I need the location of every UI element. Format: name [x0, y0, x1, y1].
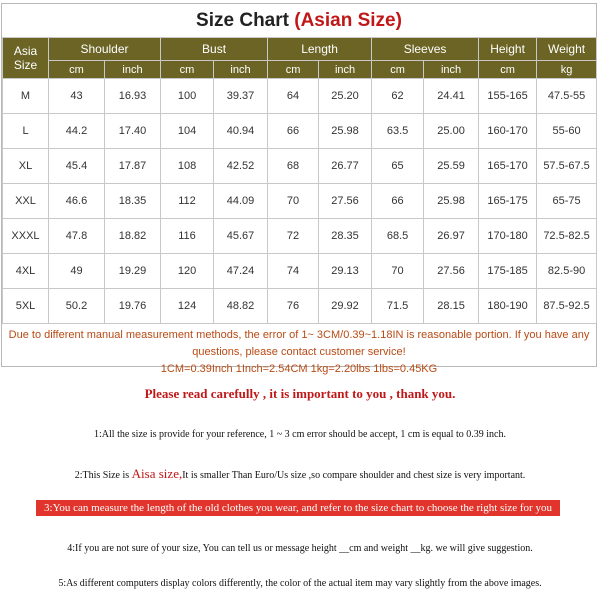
instruction-4: 4:If you are not sure of your size, You can tell us or message height __cm and weight __kg. we will give suggestion. [67, 543, 533, 554]
measurement-cell: 65-75 [537, 184, 597, 219]
measurement-cell: 63.5 [372, 114, 424, 149]
measurement-cell: 104 [161, 114, 214, 149]
measurement-cell: 26.97 [424, 219, 479, 254]
measurement-cell: 66 [268, 114, 319, 149]
measurement-cell: 165-175 [479, 184, 537, 219]
measurement-cell: 25.98 [319, 114, 372, 149]
header-bust: Bust [161, 38, 268, 61]
unit-cell: inch [424, 61, 479, 79]
measurement-cell: 45.4 [49, 149, 105, 184]
measurement-note [2, 324, 596, 378]
measurement-cell: 29.13 [319, 254, 372, 289]
measurement-cell: 68.5 [372, 219, 424, 254]
measurement-cell: 18.82 [105, 219, 161, 254]
measurement-cell: 28.15 [424, 289, 479, 324]
size-table [2, 37, 597, 324]
instruction-2-suffix: It is smaller Than Euro/Us size ,so compare shoulder and chest size is very important. [182, 470, 526, 481]
measurement-cell: 47.8 [49, 219, 105, 254]
unit-cell: cm [268, 61, 319, 79]
measurement-cell: 100 [161, 79, 214, 114]
unit-cell: cm [372, 61, 424, 79]
measurement-cell: 175-185 [479, 254, 537, 289]
unit-cell: kg [537, 61, 597, 79]
instruction-5: 5:As different computers display colors differently, the color of the actual item may vary slightly from the above images. [58, 578, 542, 589]
measurement-cell: 112 [161, 184, 214, 219]
measurement-cell: 76 [268, 289, 319, 324]
measurement-cell: 47.24 [214, 254, 268, 289]
measurement-cell: 66 [372, 184, 424, 219]
measurement-cell: 45.67 [214, 219, 268, 254]
measurement-cell: 42.52 [214, 149, 268, 184]
size-chart [1, 3, 597, 375]
unit-cell: cm [49, 61, 105, 79]
table-row [3, 289, 597, 324]
measurement-cell: 50.2 [49, 289, 105, 324]
measurement-cell: 44.09 [214, 184, 268, 219]
measurement-cell: 46.6 [49, 184, 105, 219]
instruction-2 [0, 466, 600, 482]
instruction-1: 1:All the size is provide for your reference, 1 ~ 3 cm error should be accept, 1 cm is equal to 0.39 inch. [94, 429, 506, 440]
measurement-cell: 70 [268, 184, 319, 219]
measurement-cell: 62 [372, 79, 424, 114]
header-height: Height [479, 38, 537, 61]
measurement-cell: 26.77 [319, 149, 372, 184]
measurement-cell: 165-170 [479, 149, 537, 184]
measurement-cell: 29.92 [319, 289, 372, 324]
measurement-cell: 74 [268, 254, 319, 289]
measurement-cell: 120 [161, 254, 214, 289]
measurement-cell: 19.76 [105, 289, 161, 324]
instruction-3-highlighted: 3:You can measure the length of the old clothes you wear, and refer to the size chart to choose the right size for you [36, 500, 560, 516]
unit-cell: inch [214, 61, 268, 79]
measurement-cell: 47.5-55 [537, 79, 597, 114]
chart-title [2, 4, 596, 37]
table-row [3, 149, 597, 184]
measurement-cell: 160-170 [479, 114, 537, 149]
size-label: 4XL [3, 254, 49, 289]
measurement-cell: 17.87 [105, 149, 161, 184]
measurement-cell: 170-180 [479, 219, 537, 254]
table-row [3, 254, 597, 289]
size-label: M [3, 79, 49, 114]
measurement-cell: 82.5-90 [537, 254, 597, 289]
measurement-cell: 28.35 [319, 219, 372, 254]
note-text: Due to different manual measurement methods, the error of 1~ 3CM/0.39~1.18IN is reasonable portion. If you have any questions, please contact customer service! [8, 329, 590, 358]
table-row [3, 79, 597, 114]
measurement-cell: 65 [372, 149, 424, 184]
size-label: L [3, 114, 49, 149]
table-row [3, 184, 597, 219]
measurement-cell: 70 [372, 254, 424, 289]
instructions-heading: Please read carefully , it is important to you , thank you. [144, 386, 456, 401]
size-label: XXL [3, 184, 49, 219]
header-sleeves: Sleeves [372, 38, 479, 61]
measurement-cell: 71.5 [372, 289, 424, 324]
measurement-cell: 16.93 [105, 79, 161, 114]
measurement-cell: 27.56 [424, 254, 479, 289]
measurement-cell: 24.41 [424, 79, 479, 114]
header-length: Length [268, 38, 372, 61]
size-table-body [3, 79, 597, 324]
measurement-cell: 25.00 [424, 114, 479, 149]
size-label: 5XL [3, 289, 49, 324]
unit-cell: inch [105, 61, 161, 79]
table-row [3, 219, 597, 254]
measurement-cell: 25.59 [424, 149, 479, 184]
instruction-2-highlight: Aisa size, [131, 466, 183, 481]
measurement-cell: 87.5-92.5 [537, 289, 597, 324]
header-shoulder: Shoulder [49, 38, 161, 61]
measurement-cell: 40.94 [214, 114, 268, 149]
unit-cell: inch [319, 61, 372, 79]
instruction-2-prefix: 2:This Size is [74, 470, 132, 481]
measurement-cell: 27.56 [319, 184, 372, 219]
measurement-cell: 116 [161, 219, 214, 254]
measurement-cell: 25.98 [424, 184, 479, 219]
measurement-cell: 155-165 [479, 79, 537, 114]
measurement-cell: 25.20 [319, 79, 372, 114]
measurement-cell: 57.5-67.5 [537, 149, 597, 184]
measurement-cell: 124 [161, 289, 214, 324]
measurement-cell: 48.82 [214, 289, 268, 324]
size-label: XXXL [3, 219, 49, 254]
measurement-cell: 55-60 [537, 114, 597, 149]
unit-cell: cm [161, 61, 214, 79]
measurement-cell: 68 [268, 149, 319, 184]
header-weight: Weight [537, 38, 597, 61]
measurement-cell: 44.2 [49, 114, 105, 149]
measurement-cell: 108 [161, 149, 214, 184]
unit-conversion: 1CM=0.39Inch 1Inch=2.54CM 1kg=2.20lbs 1lbs=0.45KG [160, 363, 438, 375]
measurement-cell: 49 [49, 254, 105, 289]
measurement-cell: 19.29 [105, 254, 161, 289]
measurement-cell: 72.5-82.5 [537, 219, 597, 254]
measurement-cell: 17.40 [105, 114, 161, 149]
measurement-cell: 43 [49, 79, 105, 114]
measurement-cell: 64 [268, 79, 319, 114]
measurement-cell: 180-190 [479, 289, 537, 324]
chart-title-main: Size Chart [196, 10, 295, 31]
chart-title-highlight: (Asian Size) [294, 10, 402, 31]
size-label: XL [3, 149, 49, 184]
measurement-cell: 18.35 [105, 184, 161, 219]
table-row [3, 114, 597, 149]
unit-cell: cm [479, 61, 537, 79]
measurement-cell: 39.37 [214, 79, 268, 114]
measurement-cell: 72 [268, 219, 319, 254]
header-size: Asia Size [3, 38, 49, 79]
